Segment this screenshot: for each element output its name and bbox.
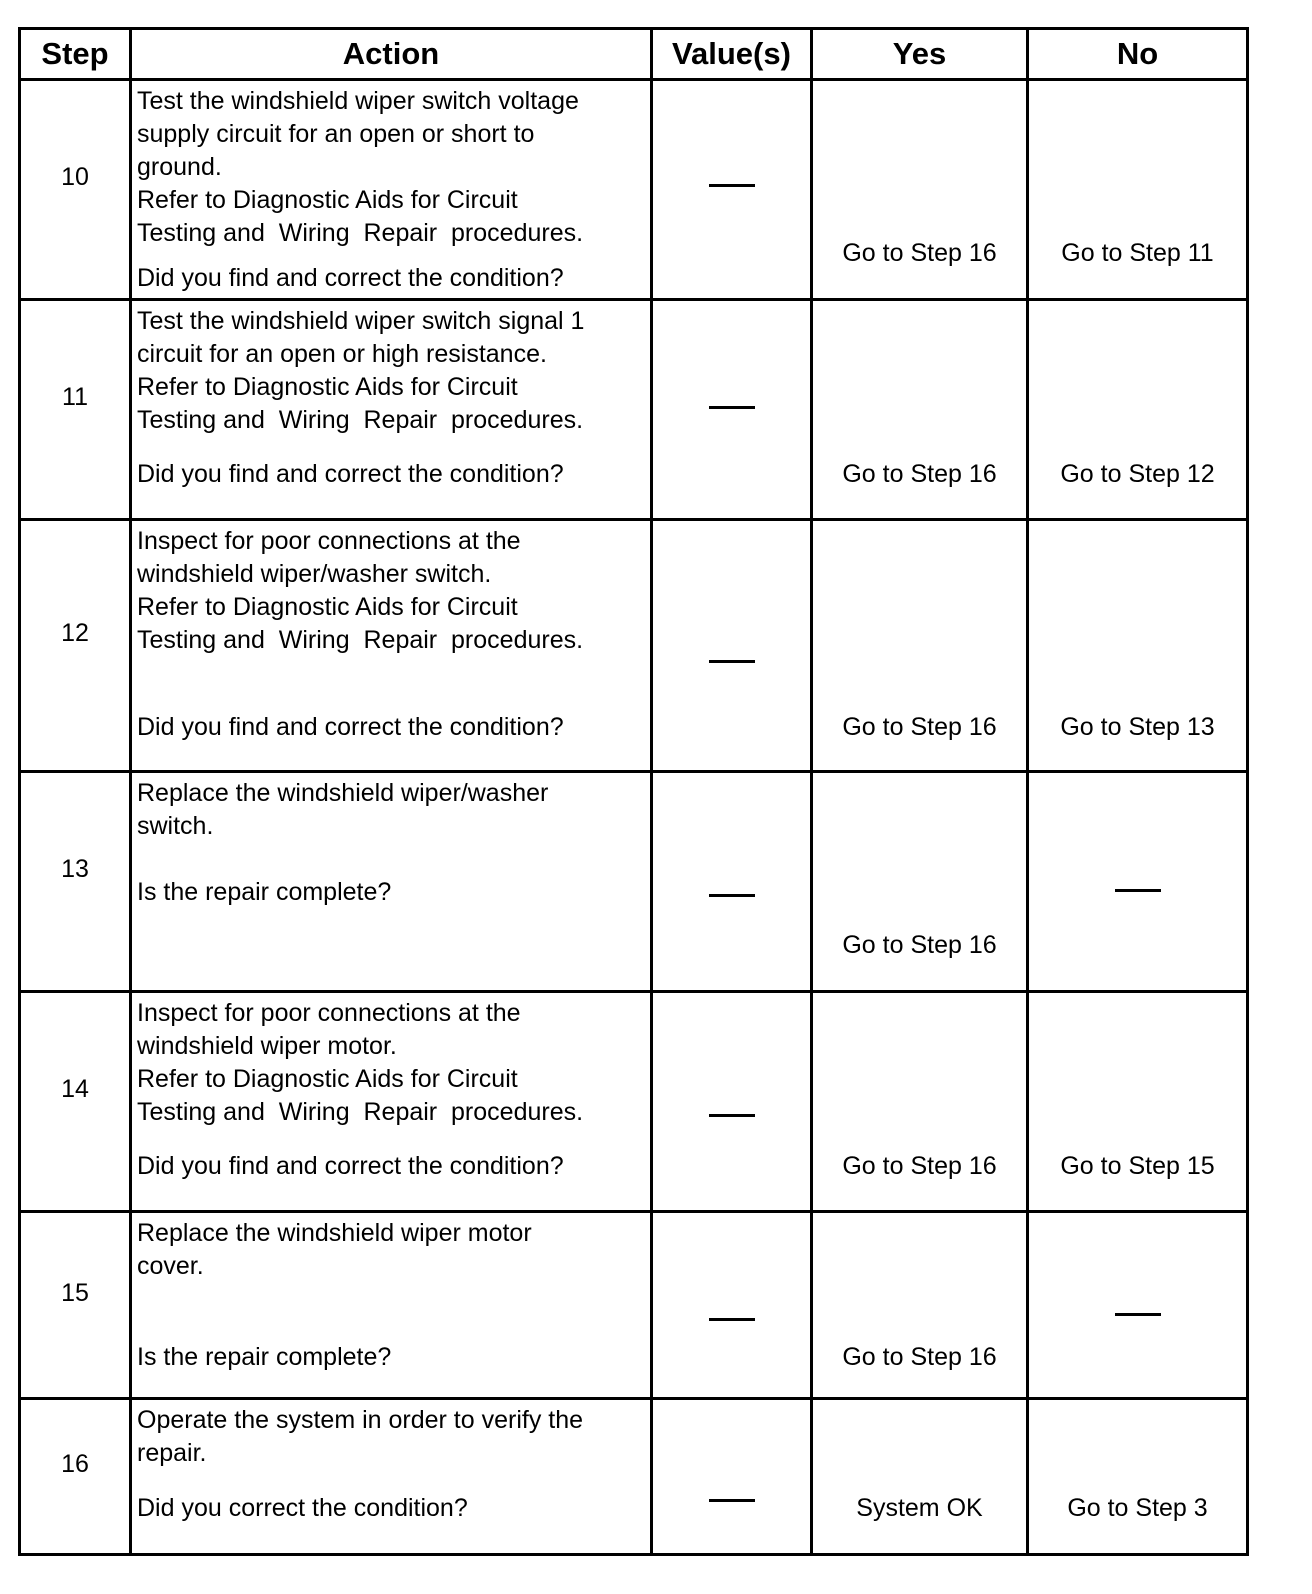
step-number: 11 — [62, 383, 88, 411]
empty-value-dash — [709, 184, 755, 187]
action-cell — [131, 520, 652, 772]
empty-no-dash — [1115, 889, 1161, 892]
table-row — [20, 992, 1248, 1212]
step-cell — [20, 300, 131, 520]
yes-cell — [812, 772, 1028, 992]
header-row — [20, 29, 1248, 80]
yes-result: Go to Step 16 — [842, 1152, 997, 1180]
yes-result: Go to Step 16 — [842, 239, 997, 267]
no-cell — [1028, 520, 1248, 772]
action-question: Did you correct the condition? — [137, 1494, 468, 1522]
action-line: Test the windshield wiper switch voltage — [137, 87, 579, 115]
action-line: switch. — [137, 812, 214, 840]
action-cell — [131, 80, 652, 300]
action-question: Is the repair complete? — [137, 1343, 392, 1371]
no-result: Go to Step 15 — [1060, 1152, 1215, 1180]
empty-value-dash — [709, 1114, 755, 1117]
action-question: Is the repair complete? — [137, 878, 392, 906]
no-cell — [1028, 1212, 1248, 1399]
action-line: Testing and Wiring Repair procedures. — [137, 626, 584, 654]
action-line: Operate the system in order to verify the — [137, 1406, 584, 1434]
yes-result: Go to Step 16 — [842, 931, 997, 959]
diagnostic-table — [18, 27, 1249, 1556]
action-line: ground. — [137, 153, 222, 181]
yes-result: Go to Step 16 — [842, 1343, 997, 1371]
header-yes: Yes — [812, 29, 1028, 80]
action-line: windshield wiper motor. — [137, 1032, 397, 1060]
yes-cell — [812, 80, 1028, 300]
yes-cell — [812, 992, 1028, 1212]
step-cell — [20, 1212, 131, 1399]
table-row — [20, 1399, 1248, 1555]
value-cell — [652, 1399, 812, 1555]
empty-value-dash — [709, 1499, 755, 1502]
action-line: circuit for an open or high resistance. — [137, 340, 547, 368]
value-cell — [652, 772, 812, 992]
action-line: Refer to Diagnostic Aids for Circuit — [137, 373, 518, 401]
step-number: 15 — [61, 1278, 89, 1307]
action-line: windshield wiper/washer switch. — [137, 560, 492, 588]
action-line: supply circuit for an open or short to — [137, 120, 535, 148]
action-line: repair. — [137, 1439, 207, 1467]
yes-result: System OK — [856, 1494, 983, 1522]
no-result: Go to Step 11 — [1061, 239, 1214, 267]
step-number: 14 — [61, 1075, 89, 1103]
no-cell — [1028, 992, 1248, 1212]
action-line: Replace the windshield wiper motor — [137, 1219, 532, 1247]
action-line: Testing and Wiring Repair procedures. — [137, 406, 584, 434]
yes-cell — [812, 1212, 1028, 1399]
yes-cell — [812, 300, 1028, 520]
yes-cell — [812, 520, 1028, 772]
yes-cell — [812, 1399, 1028, 1555]
no-result: Go to Step 13 — [1060, 713, 1215, 741]
step-number: 16 — [61, 1450, 89, 1478]
action-question: Did you find and correct the condition? — [137, 713, 564, 741]
step-cell — [20, 1399, 131, 1555]
no-cell — [1028, 1399, 1248, 1555]
table-row — [20, 300, 1248, 520]
step-number: 10 — [61, 163, 89, 191]
no-result: Go to Step 3 — [1067, 1494, 1208, 1522]
empty-no-dash — [1115, 1313, 1161, 1316]
action-cell — [131, 772, 652, 992]
table-row — [20, 80, 1248, 300]
action-question: Did you find and correct the condition? — [137, 264, 564, 292]
no-result: Go to Step 12 — [1060, 460, 1215, 488]
step-cell — [20, 520, 131, 772]
action-question: Did you find and correct the condition? — [137, 460, 564, 488]
step-cell — [20, 80, 131, 300]
table-row — [20, 520, 1248, 772]
empty-value-dash — [709, 1318, 755, 1321]
action-line: cover. — [137, 1252, 204, 1280]
action-line: Inspect for poor connections at the — [137, 527, 521, 555]
empty-value-dash — [709, 660, 755, 663]
action-cell — [131, 992, 652, 1212]
action-line: Refer to Diagnostic Aids for Circuit — [137, 186, 518, 214]
header-values: Value(s) — [652, 29, 812, 80]
action-cell — [131, 1399, 652, 1555]
action-cell — [131, 300, 652, 520]
yes-result: Go to Step 16 — [842, 460, 997, 488]
header-step: Step — [20, 29, 131, 80]
empty-value-dash — [709, 406, 755, 409]
value-cell — [652, 520, 812, 772]
header-action: Action — [131, 29, 652, 80]
action-line: Inspect for poor connections at the — [137, 999, 521, 1027]
action-line: Refer to Diagnostic Aids for Circuit — [137, 593, 518, 621]
no-cell — [1028, 300, 1248, 520]
value-cell — [652, 80, 812, 300]
value-cell — [652, 1212, 812, 1399]
no-cell — [1028, 80, 1248, 300]
no-cell — [1028, 772, 1248, 992]
step-number: 12 — [61, 619, 89, 647]
action-line: Test the windshield wiper switch signal 1 — [137, 307, 585, 335]
yes-result: Go to Step 16 — [842, 713, 997, 741]
action-line: Replace the windshield wiper/washer — [137, 779, 549, 807]
action-line: Refer to Diagnostic Aids for Circuit — [137, 1065, 518, 1093]
header-no: No — [1028, 29, 1248, 80]
action-question: Did you find and correct the condition? — [137, 1152, 564, 1180]
action-cell — [131, 1212, 652, 1399]
empty-value-dash — [709, 894, 755, 897]
step-cell — [20, 992, 131, 1212]
table-row — [20, 1212, 1248, 1399]
step-number: 13 — [61, 855, 89, 883]
value-cell — [652, 992, 812, 1212]
action-line: Testing and Wiring Repair procedures. — [137, 1098, 584, 1126]
action-line: Testing and Wiring Repair procedures. — [137, 219, 584, 247]
step-cell — [20, 772, 131, 992]
value-cell — [652, 300, 812, 520]
table-row — [20, 772, 1248, 992]
